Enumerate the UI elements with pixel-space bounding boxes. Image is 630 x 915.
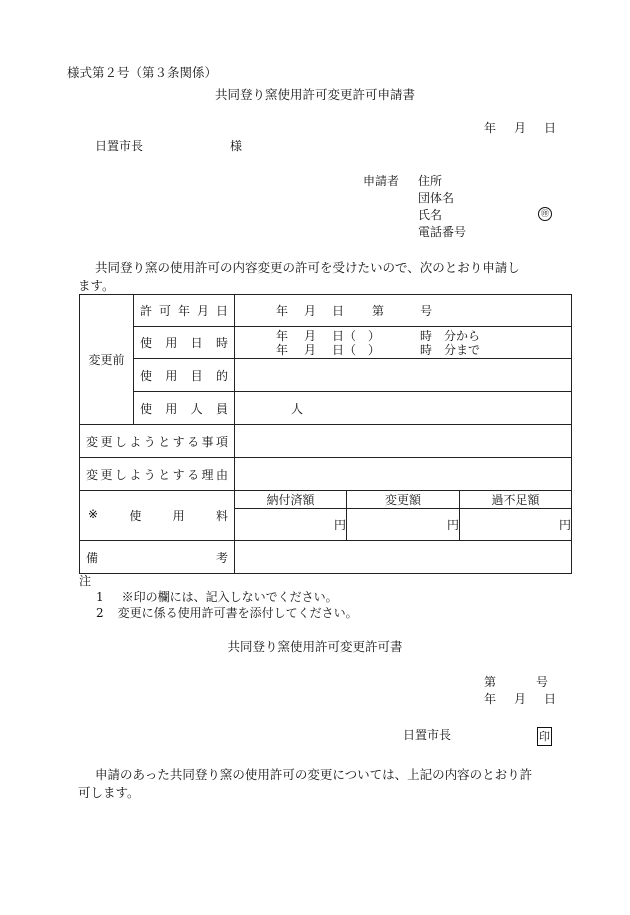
fee-label: ※ 使 用 料 <box>80 491 235 541</box>
use-datetime-value[interactable]: 年 月 日（ ） 時 分から 年 月 日（ ） 時 分まで <box>235 327 572 359</box>
intro-paragraph <box>78 259 578 295</box>
fee-change-value[interactable]: 円 <box>347 509 460 541</box>
fee-header-change: 変更額 <box>347 491 460 509</box>
before-change-label: 変更前 <box>80 295 134 425</box>
permit-date-label: 許 可 年 月 日 <box>134 295 235 327</box>
permit-date: 年 月 日 <box>484 692 557 706</box>
application-date <box>484 122 556 134</box>
fee-header-difference: 過不足額 <box>460 491 572 509</box>
purpose-label: 使 用 目 的 <box>134 359 235 392</box>
addressee-name: 日置市長 <box>95 139 144 153</box>
permit-paragraph <box>78 766 578 802</box>
seal-mark-icon: ㊞ <box>538 207 552 221</box>
permit-line-2: 可します。 <box>78 785 140 800</box>
permit-number: 第 号 <box>484 675 549 689</box>
intro-line-2: ます。 <box>78 278 115 293</box>
date-year: 年 <box>484 121 497 135</box>
official-seal-icon: 印 <box>537 727 552 746</box>
intro-line-1: 共同登り窯の使用許可の内容変更の許可を受けたいので、次のとおり申請し <box>95 260 520 275</box>
applicant-address-label: 住所 <box>418 174 443 188</box>
applicant-name-label: 氏名 <box>418 208 443 222</box>
permit-issuer: 日置市長 <box>403 728 452 742</box>
note-item-1: 1 ※印の欄には、記入しないでください。 <box>96 590 338 604</box>
change-item-value[interactable] <box>235 425 572 458</box>
application-title: 共同登り窯使用許可変更許可申請書 <box>214 87 415 102</box>
fee-header-paid: 納付済額 <box>235 491 347 509</box>
note-item-2: 2 変更に係る使用許可書を添付してください。 <box>96 606 358 620</box>
notes-heading: 注 <box>79 574 92 588</box>
application-table <box>79 294 572 574</box>
permit-title: 共同登り窯使用許可変更許可書 <box>227 639 403 654</box>
fee-paid-value[interactable]: 円 <box>235 509 347 541</box>
applicant-phone-label: 電話番号 <box>418 225 467 239</box>
change-reason-value[interactable] <box>235 458 572 491</box>
purpose-value[interactable] <box>235 359 572 392</box>
addressee-honorific: 様 <box>230 139 243 153</box>
form-number: 様式第２号（第３条関係） <box>67 65 218 80</box>
date-day: 日 <box>544 121 557 135</box>
remarks-label: 備 考 <box>80 541 235 574</box>
use-datetime-label: 使 用 日 時 <box>134 327 235 359</box>
remarks-value[interactable] <box>235 541 572 574</box>
people-label: 使 用 人 員 <box>134 392 235 425</box>
change-reason-label: 変 更 し よ う と す る 理 由 <box>80 458 235 491</box>
applicant-label: 申請者 <box>363 174 400 188</box>
date-month: 月 <box>514 121 527 135</box>
permit-line-1: 申請のあった共同登り窯の使用許可の変更については、上記の内容のとおり許 <box>95 767 533 782</box>
change-item-label: 変 更 し よ う と す る 事 項 <box>80 425 235 458</box>
permit-date-value[interactable]: 年 月 日 第 号 <box>235 295 572 327</box>
people-value[interactable]: 人 <box>235 392 572 425</box>
fee-difference-value[interactable]: 円 <box>460 509 572 541</box>
applicant-organization-label: 団体名 <box>418 191 455 205</box>
